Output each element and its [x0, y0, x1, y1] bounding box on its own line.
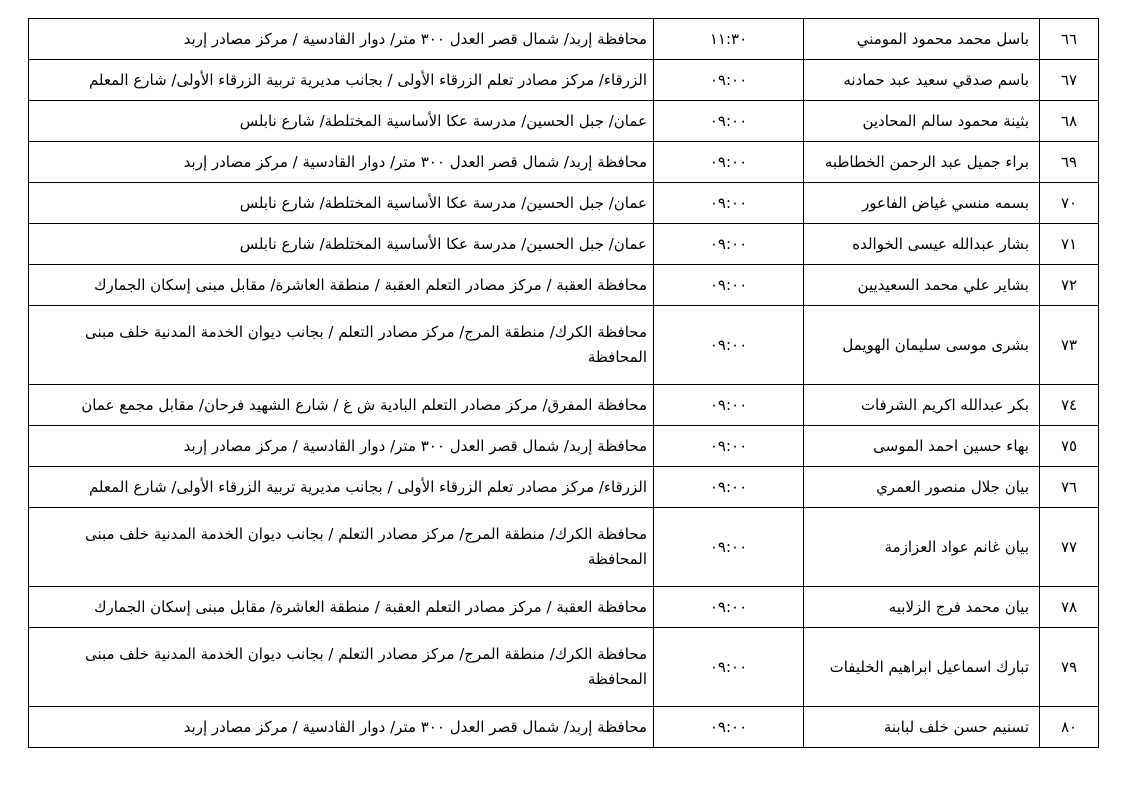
table-row	[29, 142, 1099, 183]
appointment-time: ٠٩:٠٠	[654, 628, 804, 707]
table-row	[29, 19, 1099, 60]
row-number: ٦٩	[1040, 142, 1099, 183]
appointment-time: ٠٩:٠٠	[654, 508, 804, 587]
row-number: ٨٠	[1040, 707, 1099, 748]
row-number: ٦٦	[1040, 19, 1099, 60]
location: الزرقاء/ مركز مصادر تعلم الزرقاء الأولى / بجانب مديرية تربية الزرقاء الأولى/ شارع المعلم	[29, 467, 654, 508]
row-number: ٧٩	[1040, 628, 1099, 707]
appointment-time: ٠٩:٠٠	[654, 183, 804, 224]
table-row	[29, 265, 1099, 306]
row-number: ٦٨	[1040, 101, 1099, 142]
appointment-time: ٠٩:٠٠	[654, 265, 804, 306]
candidate-name: بثينة محمود سالم المحادين	[804, 101, 1040, 142]
table-row	[29, 587, 1099, 628]
location: عمان/ جبل الحسين/ مدرسة عكا الأساسية المختلطة/ شارع نابلس	[29, 224, 654, 265]
location: محافظة إربد/ شمال قصر العدل ٣٠٠ متر/ دوار القادسية / مركز مصادر إربد	[29, 19, 654, 60]
location: محافظة الكرك/ منطقة المرج/ مركز مصادر التعلم / بجانب ديوان الخدمة المدنية خلف مبنى المحافظة	[29, 628, 654, 707]
location: محافظة الكرك/ منطقة المرج/ مركز مصادر التعلم / بجانب ديوان الخدمة المدنية خلف مبنى المحافظة	[29, 508, 654, 587]
table-row	[29, 306, 1099, 385]
row-number: ٧٥	[1040, 426, 1099, 467]
candidate-name: بكر عبدالله اكريم الشرفات	[804, 385, 1040, 426]
location: محافظة إربد/ شمال قصر العدل ٣٠٠ متر/ دوار القادسية / مركز مصادر إربد	[29, 707, 654, 748]
candidate-name: بهاء حسين احمد الموسى	[804, 426, 1040, 467]
table-row	[29, 426, 1099, 467]
row-number: ٦٧	[1040, 60, 1099, 101]
table-row	[29, 628, 1099, 707]
appointment-time: ٠٩:٠٠	[654, 426, 804, 467]
appointment-time: ٠٩:٠٠	[654, 60, 804, 101]
appointment-time: ٠٩:٠٠	[654, 101, 804, 142]
candidate-name: بشاير علي محمد السعيديين	[804, 265, 1040, 306]
appointment-time: ٠٩:٠٠	[654, 467, 804, 508]
row-number: ٧٦	[1040, 467, 1099, 508]
candidate-name: بشرى موسى سليمان الهويمل	[804, 306, 1040, 385]
candidate-name: بيان محمد فرج الزلابيه	[804, 587, 1040, 628]
row-number: ٧٧	[1040, 508, 1099, 587]
candidate-name: باسم صدقي سعيد عبد حمادنه	[804, 60, 1040, 101]
location: محافظة إربد/ شمال قصر العدل ٣٠٠ متر/ دوار القادسية / مركز مصادر إربد	[29, 142, 654, 183]
row-number: ٧٤	[1040, 385, 1099, 426]
candidate-name: تبارك اسماعيل ابراهيم الخليفات	[804, 628, 1040, 707]
table-row	[29, 224, 1099, 265]
location: محافظة العقبة / مركز مصادر التعلم العقبة / منطقة العاشرة/ مقابل مبنى إسكان الجمارك	[29, 265, 654, 306]
appointment-time: ٠٩:٠٠	[654, 385, 804, 426]
table-row	[29, 60, 1099, 101]
row-number: ٧٨	[1040, 587, 1099, 628]
location: محافظة الكرك/ منطقة المرج/ مركز مصادر التعلم / بجانب ديوان الخدمة المدنية خلف مبنى المحافظة	[29, 306, 654, 385]
table-row	[29, 385, 1099, 426]
table-row	[29, 183, 1099, 224]
location: محافظة المفرق/ مركز مصادر التعلم البادية ش غ / شارع الشهيد فرحان/ مقابل مجمع عمان	[29, 385, 654, 426]
row-number: ٧١	[1040, 224, 1099, 265]
appointment-time: ٠٩:٠٠	[654, 142, 804, 183]
table-row	[29, 508, 1099, 587]
location: عمان/ جبل الحسين/ مدرسة عكا الأساسية المختلطة/ شارع نابلس	[29, 183, 654, 224]
table-row	[29, 467, 1099, 508]
appointment-time: ٠٩:٠٠	[654, 306, 804, 385]
candidate-name: بيان غانم عواد العزازمة	[804, 508, 1040, 587]
location: عمان/ جبل الحسين/ مدرسة عكا الأساسية المختلطة/ شارع نابلس	[29, 101, 654, 142]
row-number: ٧٢	[1040, 265, 1099, 306]
candidate-name: تسنيم حسن خلف لبابنة	[804, 707, 1040, 748]
row-number: ٧٣	[1040, 306, 1099, 385]
location: محافظة إربد/ شمال قصر العدل ٣٠٠ متر/ دوار القادسية / مركز مصادر إربد	[29, 426, 654, 467]
candidate-name: باسل محمد محمود المومني	[804, 19, 1040, 60]
table-row	[29, 101, 1099, 142]
appointment-time: ٠٩:٠٠	[654, 224, 804, 265]
location: محافظة العقبة / مركز مصادر التعلم العقبة / منطقة العاشرة/ مقابل مبنى إسكان الجمارك	[29, 587, 654, 628]
appointment-time: ٠٩:٠٠	[654, 587, 804, 628]
table-row	[29, 707, 1099, 748]
schedule-table	[28, 18, 1099, 748]
candidate-name: بسمه منسي غياض الفاعور	[804, 183, 1040, 224]
candidate-name: بشار عبدالله عيسى الخوالده	[804, 224, 1040, 265]
location: الزرقاء/ مركز مصادر تعلم الزرقاء الأولى / بجانب مديرية تربية الزرقاء الأولى/ شارع المعلم	[29, 60, 654, 101]
row-number: ٧٠	[1040, 183, 1099, 224]
appointment-time: ٠٩:٠٠	[654, 707, 804, 748]
candidate-name: بيان جلال منصور العمري	[804, 467, 1040, 508]
appointment-time: ١١:٣٠	[654, 19, 804, 60]
candidate-name: براء جميل عبد الرحمن الخطاطبه	[804, 142, 1040, 183]
